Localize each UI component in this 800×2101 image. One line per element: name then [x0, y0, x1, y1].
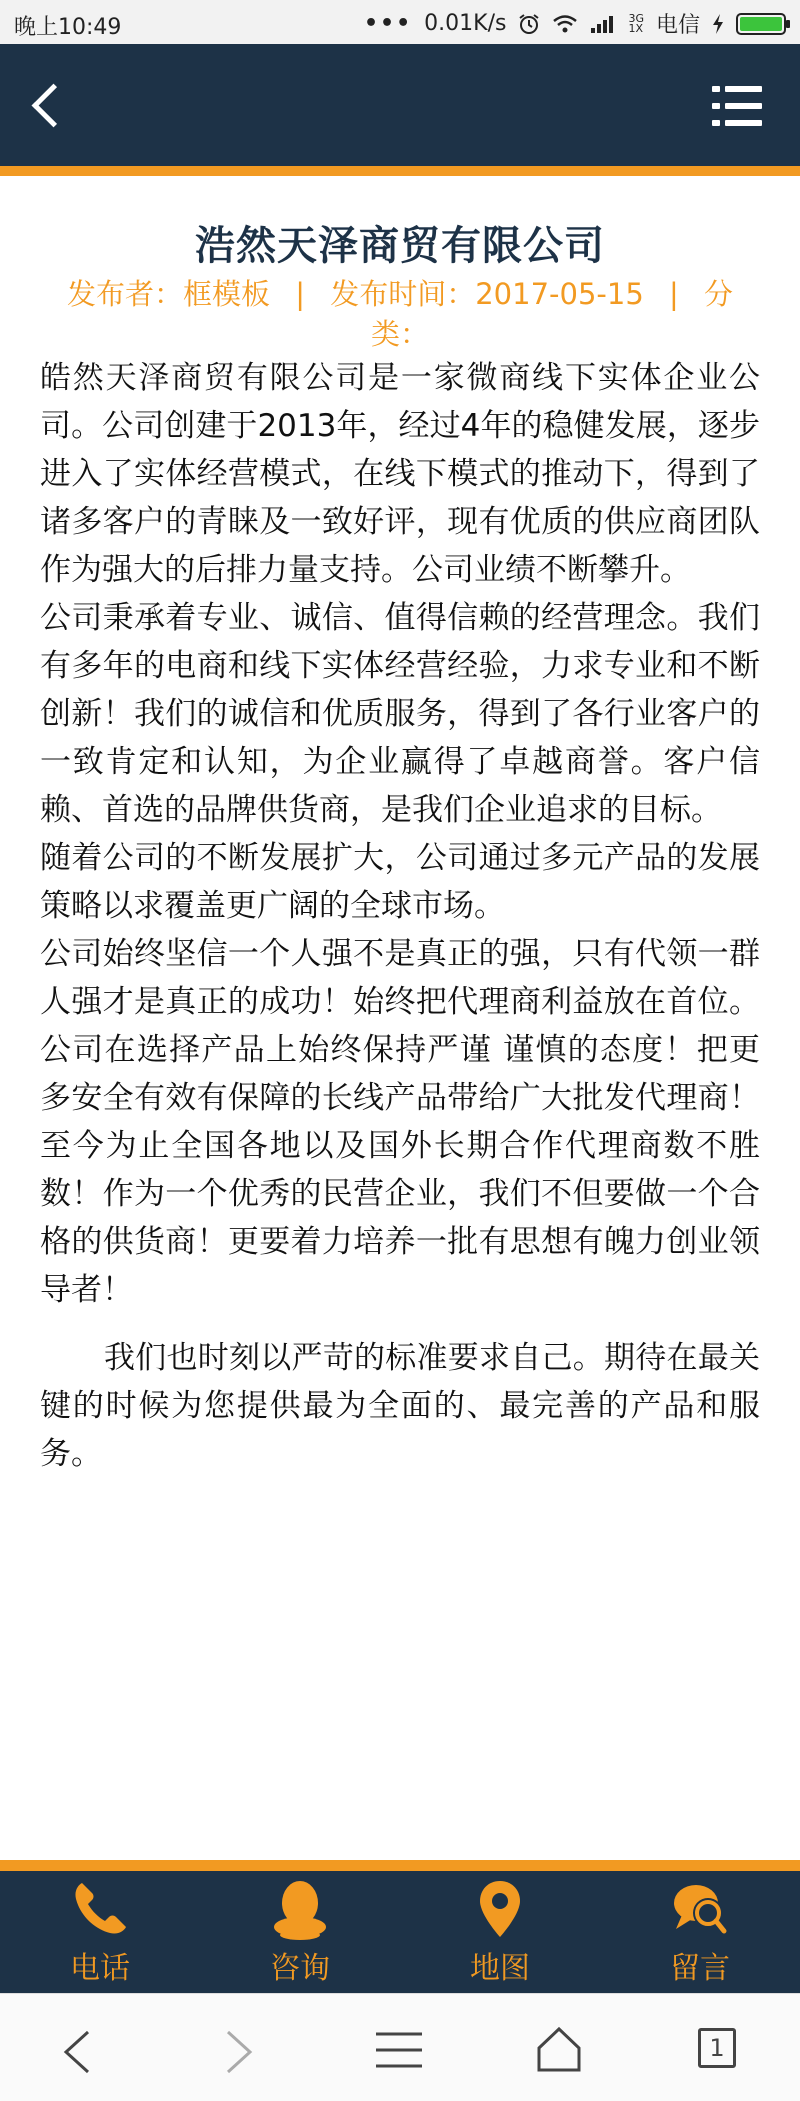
bottom-action-bar [0, 1860, 800, 1993]
map-pin-icon [468, 1877, 532, 1941]
phone-button[interactable] [0, 1871, 200, 1993]
nav-menu-icon[interactable] [376, 2030, 422, 2070]
message-bubble-icon [668, 1877, 732, 1941]
consult-button[interactable] [200, 1871, 400, 1993]
more-dots-icon: ••• [363, 11, 413, 36]
date-label: 发布时间： [330, 277, 476, 311]
browser-nav-bar [0, 1993, 800, 2101]
charging-icon [712, 14, 724, 34]
article-title: 浩然天泽商贸有限公司 [195, 223, 605, 269]
nav-forward-icon[interactable] [224, 2030, 254, 2074]
message-label: 留言 [670, 1951, 730, 1986]
article-paragraph: 公司始终坚信一个人强不是真正的强，只有代领一群人强才是真正的成功！始终把代理商利益放在首位。公司在选择产品上始终保持严谨 谨慎的态度！把更多安全有效有保障的长线产品带给广大批发代理商！至今为止全国各地以及国外长期合作代理商数不胜数！作为一个优秀的民营企业，我们不但要做一个合格的供货商！更要着力培养一批有思想有魄力创业领导者！ [40, 936, 760, 1308]
network-speed: 0.01K/s [424, 11, 507, 36]
article-paragraph: 皓然天泽商贸有限公司是一家微商线下实体企业公司。公司创建于2013年，经过4年的稳健发展，逐步进入了实体经营模式，在线下模式的推动下，得到了诸多客户的青睐及一致好评，现有优质的供应商团队作为强大的后排力量支持。公司业绩不断攀升。 [40, 360, 760, 588]
article-paragraph: 公司秉承着专业、诚信、值得信赖的经营理念。我们有多年的电商和线下实体经营经验，力求专业和不断创新！我们的诚信和优质服务，得到了各行业客户的一致肯定和认知，为企业赢得了卓越商誉。客户信赖、首选的品牌供货商，是我们企业追求的目标。 [40, 600, 760, 828]
tab-count: 1 [709, 2034, 725, 2062]
article-meta [40, 274, 760, 354]
wifi-icon [552, 14, 578, 34]
carrier-name: 电信 [655, 13, 700, 38]
back-arrow-icon[interactable] [32, 84, 76, 128]
menu-list-icon[interactable] [712, 86, 762, 126]
network-type: 3G 1X [628, 11, 644, 35]
publisher-name: 框模板 [182, 277, 270, 311]
alarm-icon [518, 13, 540, 35]
article-paragraph: 随着公司的不断发展扩大，公司通过多元产品的发展策略以求覆盖更广阔的全球市场。 [40, 840, 760, 924]
consult-label: 咨询 [270, 1951, 330, 1986]
publish-date: 2017-05-15 [475, 277, 644, 311]
article-paragraph: 我们也时刻以严苛的标准要求自己。期待在最关键的时候为您提供最为全面的、最完善的产品和服务。 [40, 1340, 760, 1472]
article [40, 220, 760, 1478]
meta-separator: | [669, 277, 679, 311]
article-body [40, 354, 760, 1478]
battery-icon [736, 13, 786, 35]
nav-home-icon[interactable] [536, 2026, 582, 2072]
nav-back-icon[interactable] [62, 2030, 92, 2074]
top-header [0, 44, 800, 176]
status-bar [0, 0, 800, 44]
nav-tabs-button[interactable] [698, 2028, 736, 2068]
phone-icon [68, 1877, 132, 1941]
category-label: 分类： [370, 277, 734, 351]
qq-chat-icon [268, 1877, 332, 1941]
signal-icon [590, 14, 616, 34]
map-button[interactable] [400, 1871, 600, 1993]
meta-separator: | [295, 277, 305, 311]
message-button[interactable] [600, 1871, 800, 1993]
map-label: 地图 [470, 1951, 530, 1986]
status-indicators [364, 8, 786, 39]
phone-label: 电话 [70, 1951, 130, 1986]
publisher-label: 发布者： [66, 277, 183, 311]
status-time: 晚上10:49 [14, 15, 122, 40]
